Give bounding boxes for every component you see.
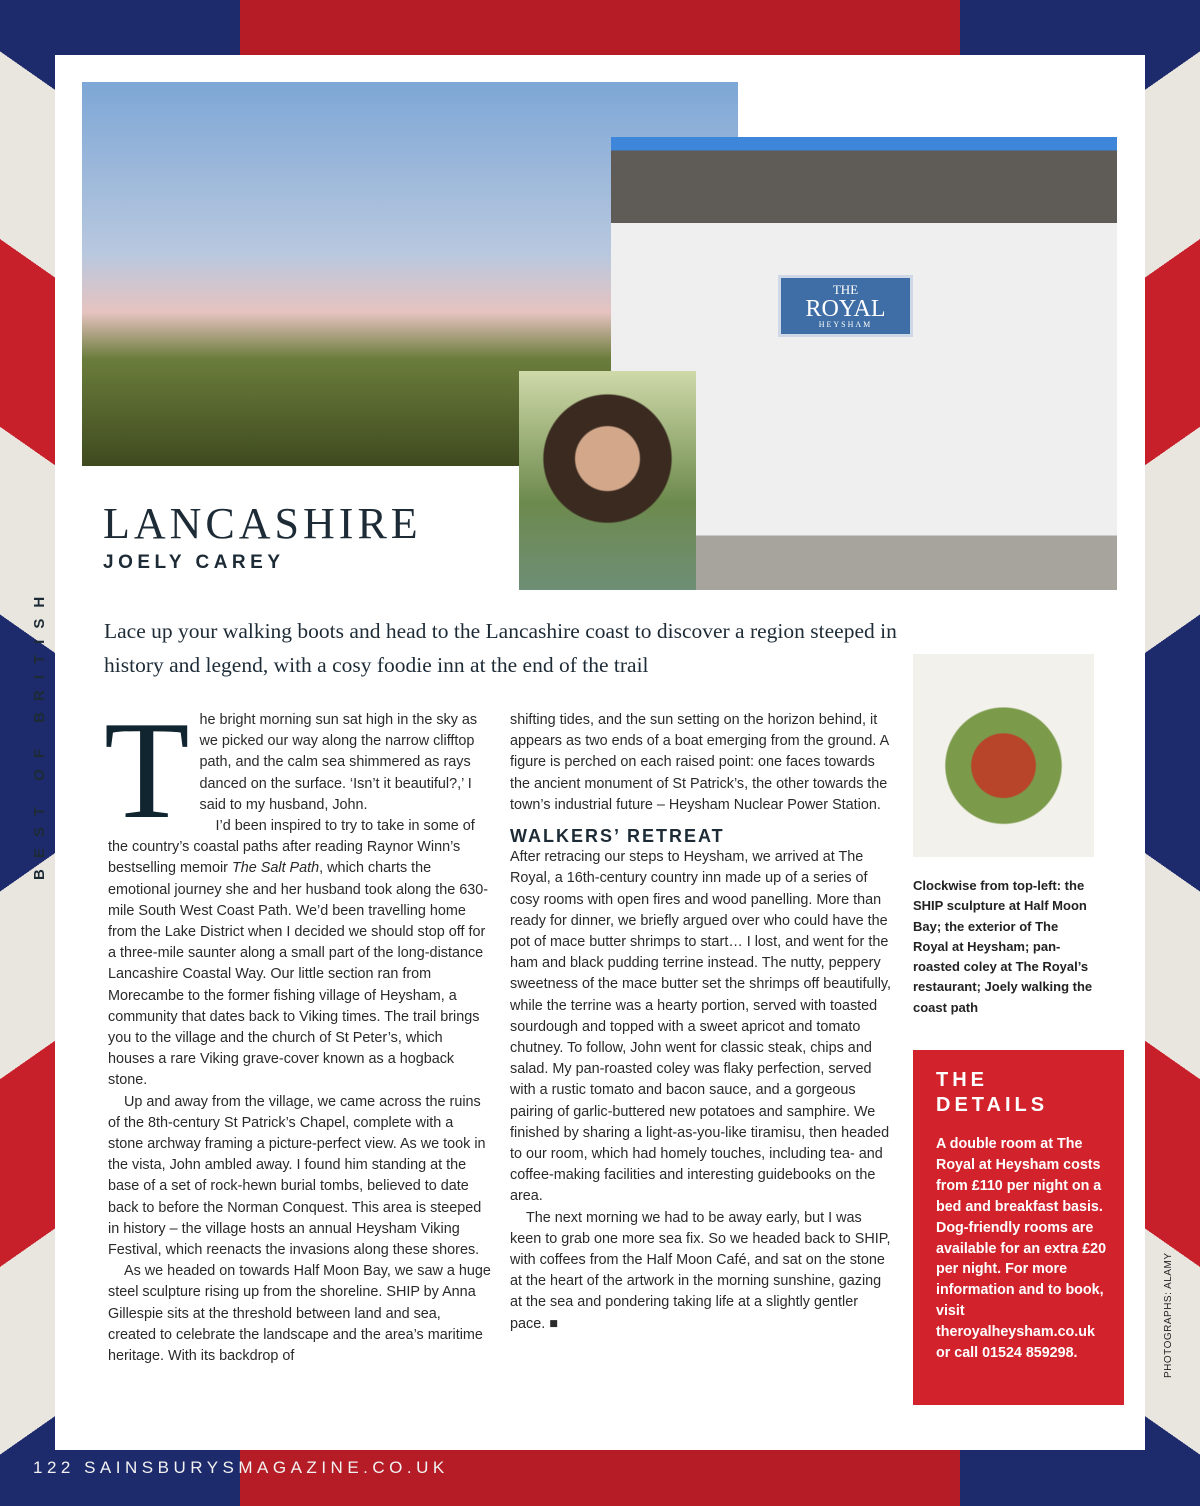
paragraph: As we headed on towards Half Moon Bay, we saw a huge steel sculpture rising up from the shoreline. SHIP by Anna Gillespie sits at the threshold between land and sea, created to celebrate the landscape and the area’s maritime heritage. With its backdrop of [108,1263,491,1365]
details-text: A double room at The Royal at Heysham costs from £110 per night on a bed and breakfast basis. Dog-friendly rooms are available for an extra £20 per night. For more information and to book, visit theroyalheysham.co.uk or call 01524 859298. [936,1136,1107,1362]
pub-sign [778,275,913,337]
details-title-2: DETAILS [936,1094,1049,1116]
sign-the: THE [832,282,859,297]
photo-credit: PHOTOGRAPHS: ALAMY [1163,1252,1174,1378]
photo-caption: Clockwise from top-left: the SHIP sculpture at Half Moon Bay; the exterior of The Royal at Heysham; pan-roasted coley at The Royal’s restaurant; Joely walking the coast path [913,878,1093,1015]
body-column-1 [104,693,492,1367]
details-box [913,1050,1124,1405]
byline: JOELY CAREY [103,552,285,573]
author-portrait-photo [519,371,696,590]
standfirst: Lace up your walking boots and head to the Lancashire coast to discover a region steeped in history and legend, with a cosy foodie inn at the end of the trail [104,619,897,677]
paragraph: he bright morning sun sat high in the sky as we picked our way along the narrow clifftop path, and the calm sea shimmered as rays danced on the surface. ‘Isn’t it beautiful?,’ I said to my husband, John. [199,712,478,813]
drop-cap: T [104,693,190,848]
paragraph: After retracing our steps to Heysham, we arrived at The Royal, a 16th-century country inn made up of a series of cosy rooms with open fires and wood panelling. More than ready for dinner, we briefly argued over who could have the pot of mace butter shrimps to start… I lost, and went for the ham and black pudding terrine instead. The nutty, peppery sweetness of the mace butter set the shrimps off beautifully, while the terrine was a hearty portion, served with toasted sourdough and topped with a sweet apricot and tomato chutney. To follow, John went for classic steak, chips and salad. My pan-roasted coley was flaky perfection, served with a rustic tomato and bacon sauce, and a gorgeous pairing of garlic-buttered new potatoes and samphire. We finished by sharing a light-as-you-like tiramisu, then headed to our room, which had homely touches, including tea- and coffee-making facilities and interesting guidebooks on the area. [510,849,892,1205]
subheading: WALKERS’ RETREAT [510,826,725,847]
page-footer: 122 SAINSBURYSMAGAZINE.CO.UK [33,1458,449,1477]
paragraph: The next morning we had to be away early, but I was keen to grab one more sea fix. So we headed back to SHIP, with coffees from the Half Moon Café, and sat on the stone at the heart of the artwork in the morning sunshine, gazing at the sea and pondering taking life at a slightly gentler pace. ■ [510,1209,891,1332]
paragraph: I’d been inspired to try to take in some of the country’s coastal paths after reading Raynor Winn’s bestselling memoir The Salt Path, which charts the emotional journey she and her husband took along the 630-mile South West Coast Path. We’d been travelling home from the Lake District when I decided we should stop off for a three-mile saunter along a small part of the long-distance Lancashire Coastal Way. Our little section ran from Morecambe to the former fishing village of Heysham, a community that dates back to Viking times. The trail brings you to the village and the church of St Peter’s, which houses a rare Viking grave-cover known as a hogback stone. [108,818,489,1089]
sign-royal: ROYAL [805,296,886,322]
coley-dish-photo [913,654,1094,857]
sign-heysham: HEYSHAM [818,320,873,329]
details-title-1: THE [936,1069,988,1091]
book-title: The Salt Path [231,860,320,877]
article-title: LANCASHIRE [103,499,422,548]
section-label: BEST OF BRITISH [31,585,48,880]
paragraph: shifting tides, and the sun setting on the horizon behind, it appears as two ends of a boat emerging from the ground. A figure is perched on each raised point: one faces towards the ancient monument of St Patrick’s, the other towards the town’s industrial future – Heysham Nuclear Power Station. [510,712,889,813]
paragraph: Up and away from the village, we came across the ruins of the 8th-century St Patrick’s Chapel, complete with a stone archway framing a picture-perfect view. As we took in the vista, John ambled away. I found him standing at the base of a set of rock-hewn burial tombs, believed to date back to before the Norman Conquest. This area is steeped in history – the village hosts an annual Heysham Viking Festival, which reenacts the invasions along these shores. [108,1093,486,1259]
body-column-2 [510,710,894,1335]
